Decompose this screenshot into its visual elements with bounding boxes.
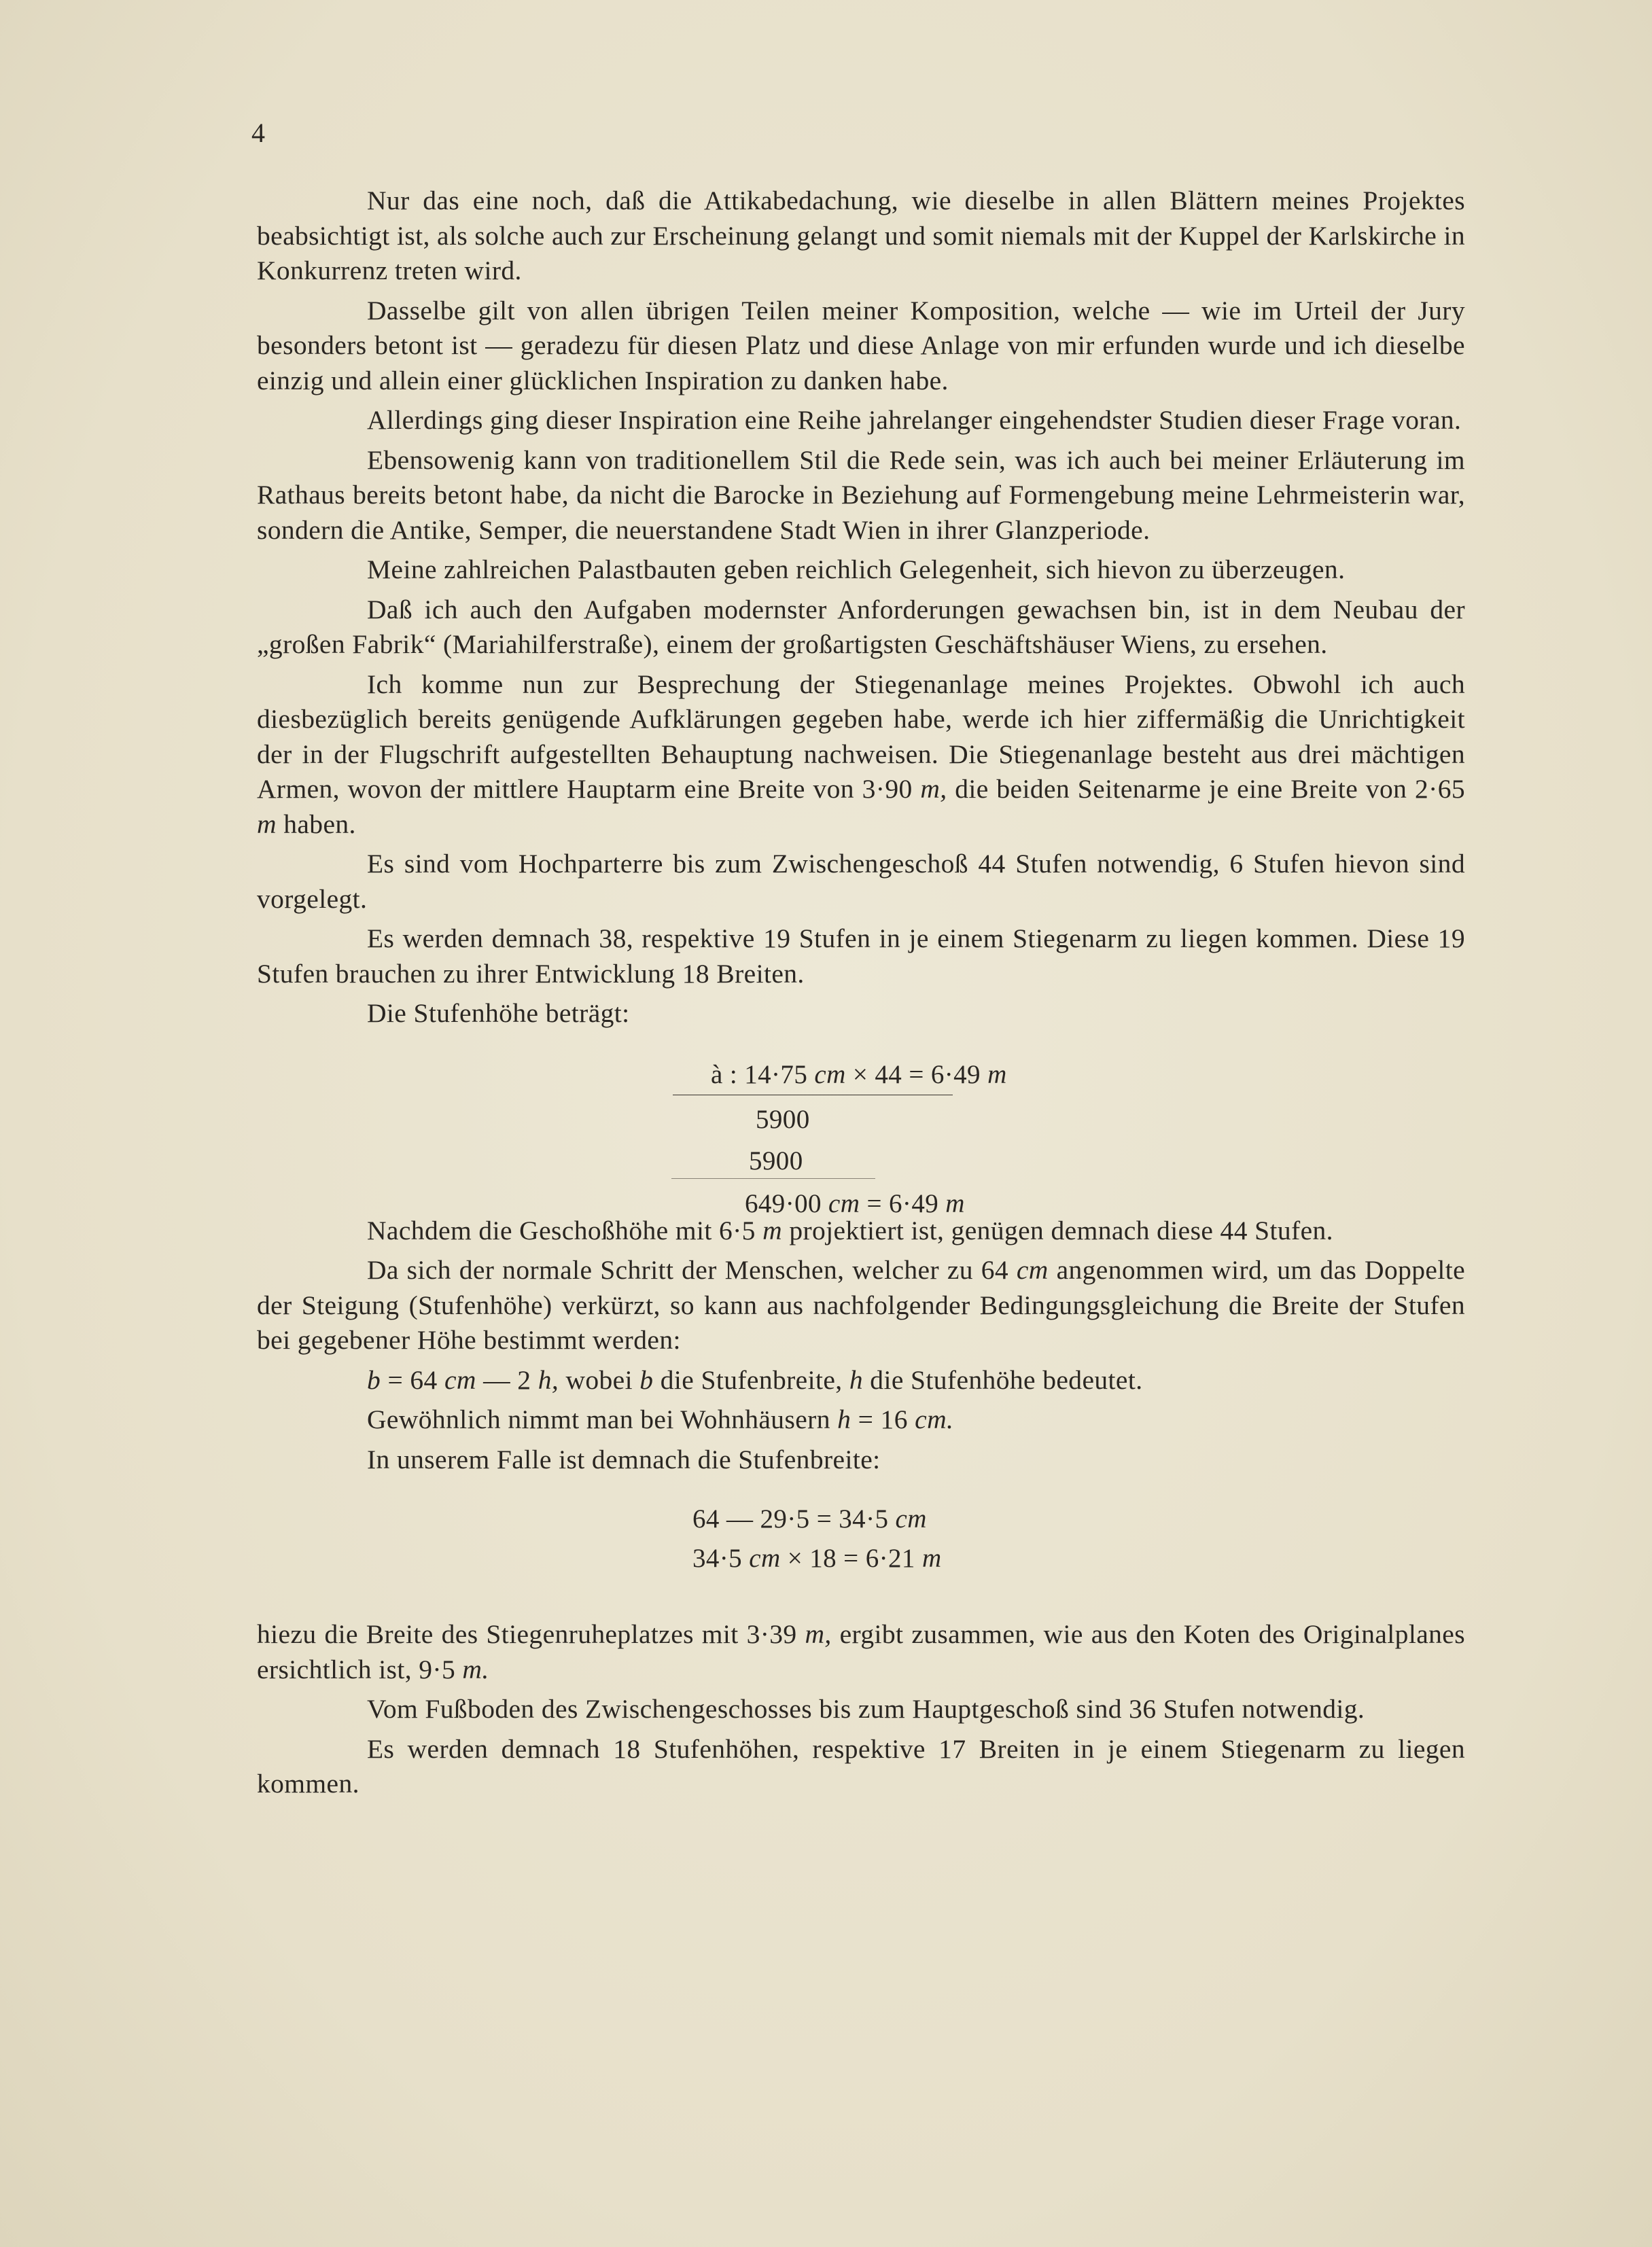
p13-text-d: wobei (565, 1364, 633, 1395)
unit-m: m (257, 809, 277, 839)
paragraph-7 (257, 667, 1465, 843)
page-number: 4 (251, 118, 265, 148)
formula2-line2-text-a: 34·5 (692, 1544, 743, 1573)
unit-m: m. (462, 1654, 489, 1684)
symbol-b: b (639, 1364, 654, 1395)
symbol-h: h (849, 1364, 864, 1395)
formula-row-a: 5900 (756, 1104, 810, 1134)
paragraph-15: In unserem Falle ist demnach die Stufenbreite: (367, 1444, 881, 1474)
paragraph-5: Meine zahlreichen Palastbauten geben reichlich Gelegenheit, sich hievon zu überzeugen. (367, 554, 1346, 584)
unit-m: m, (920, 774, 947, 804)
formula-rule (671, 1178, 875, 1179)
unit-cm: cm (1016, 1255, 1049, 1285)
formula-result-value: 649·00 (745, 1188, 822, 1218)
formula-lead: à : 14·75 (711, 1059, 808, 1089)
formula-times: × 44 = 6·49 (852, 1059, 981, 1089)
formula-row-b: 5900 (749, 1146, 803, 1175)
symbol-h: h, (538, 1364, 559, 1395)
formula-main-line (711, 1057, 1007, 1093)
unit-cm: cm (895, 1504, 927, 1534)
paragraph-12 (257, 1253, 1465, 1358)
formula-step-width (257, 1502, 1465, 1590)
unit-cm: cm (828, 1188, 860, 1218)
unit-cm: cm. (915, 1404, 954, 1434)
p11-text-b: projektiert ist, genügen demnach diese 44 Stufen. (789, 1215, 1333, 1245)
symbol-h: h (837, 1404, 851, 1434)
formula2-line-2 (692, 1541, 942, 1576)
p14-text-b: = 16 (858, 1404, 908, 1434)
unit-m: m (945, 1188, 965, 1218)
p13-text-f: die Stufenhöhe bedeutet. (870, 1364, 1143, 1395)
unit-m: m, (805, 1619, 832, 1649)
p12-text-a: Da sich der normale Schritt der Menschen, welcher zu 64 (367, 1255, 1009, 1285)
paragraph-13 (257, 1363, 1465, 1398)
paragraph-14 (257, 1402, 1465, 1438)
p7-text-c: haben. (283, 809, 356, 839)
unit-cm: cm (749, 1544, 781, 1573)
p16-text-a: hiezu die Breite des Stiegenruheplatzes mit 3·39 (257, 1619, 797, 1649)
paragraph-10: Die Stufenhöhe beträgt: (367, 998, 630, 1028)
paragraph-2: Dasselbe gilt von allen übrigen Teilen meiner Komposition, welche — wie im Urteil der Jury besonders betont ist — geradezu für diesen Platz und diese Anlage von mir erfunden wurde und ich dieselbe einzig und allein einer glücklichen Inspiration zu danken habe. (257, 295, 1465, 395)
formula2-line1-text: 64 — 29·5 = 34·5 (692, 1504, 889, 1534)
symbol-b: b (367, 1364, 381, 1395)
paragraph-9: Es werden demnach 38, respektive 19 Stufen in je einem Stiegenarm zu liegen kommen. Diese 19 Stufen brauchen zu ihrer Entwicklung 18 Breiten. (257, 923, 1465, 989)
paragraph-8: Es sind vom Hochparterre bis zum Zwischengeschoß 44 Stufen notwendig, 6 Stufen hievon sind vorgelegt. (257, 849, 1465, 914)
paragraph-3: Allerdings ging dieser Inspiration eine Reihe jahrelanger eingehendster Studien dieser Frage voran. (367, 405, 1462, 435)
unit-m: m (987, 1059, 1007, 1089)
formula-result-eq: = 6·49 (866, 1188, 939, 1218)
p13-text-c: — 2 (483, 1364, 531, 1395)
paragraph-17: Vom Fußboden des Zwischengeschosses bis zum Hauptgeschoß sind 36 Stufen notwendig. (367, 1694, 1365, 1724)
p7-text-b: die beiden Seitenarme je eine Breite von 2·65 (955, 774, 1466, 804)
p16-text-b: ergibt zusammen, wie aus den Koten des Originalplanes ersichtlich ist, 9·5 (257, 1619, 1465, 1684)
paragraph-18: Es werden demnach 18 Stufenhöhen, respektive 17 Breiten in je einem Stiegenarm zu liegen kommen. (257, 1733, 1465, 1799)
formula2-line-1 (692, 1502, 927, 1537)
formula-result (745, 1186, 965, 1222)
unit-cm: cm (444, 1364, 476, 1395)
p13-text-e: die Stufenbreite, (660, 1364, 843, 1395)
p11-text-a: Nachdem die Geschoßhöhe mit 6·5 (367, 1215, 756, 1245)
p12-text-b: angenommen wird, um das Doppelte der Steigung (Stufenhöhe) verkürzt, so kann aus nachfolgender Bedingungsgleichung die Breite der Stufen bei gegebener Höhe bestimmt werden: (257, 1255, 1466, 1355)
formula-step-height (257, 1057, 1465, 1218)
paragraph-4: Ebensowenig kann von traditionellem Stil die Rede sein, was ich auch bei meiner Erläuterung im Rathaus bereits betont habe, da nicht die Barocke in Beziehung auf Formengebung meine Lehrmeisterin war, sondern die Antike, Semper, die neuerstandene Stadt Wien in ihrer Glanzperiode. (257, 444, 1465, 545)
unit-m: m (762, 1215, 783, 1245)
unit-m: m (921, 1544, 942, 1573)
paragraph-1: Nur das eine noch, daß die Attikabedachung, wie dieselbe in allen Blättern meines Projektes beabsichtigt ist, als solche auch zur Erscheinung gelangt und somit niemals mit der Kuppel der Karlskirche in Konkurrenz treten wird. (257, 185, 1465, 285)
p13-text-a: = 64 (387, 1364, 438, 1395)
p7-text-a: Ich komme nun zur Besprechung der Stiegenanlage meines Projektes. Obwohl ich auch diesbezüglich bereits genügende Aufklärungen gegeben habe, werde ich hier ziffermäßig die Unrichtigkeit der in der Flugschrift aufgestellten Behauptung nachweisen. Die Stiegenanlage besteht aus drei mächtigen Armen, wovon der mittlere Hauptarm eine Breite von 3·90 (257, 669, 1465, 804)
body-text (257, 183, 1465, 1807)
unit-cm: cm (814, 1059, 846, 1089)
p14-text-a: Gewöhnlich nimmt man bei Wohnhäusern (367, 1404, 830, 1434)
paragraph-6: Daß ich auch den Aufgaben modernster Anforderungen gewachsen bin, ist in dem Neubau der „großen Fabrik“ (Mariahilferstraße), einem der großartigsten Geschäftshäuser Wiens, zu ersehen. (257, 594, 1465, 659)
formula2-line2-text-b: × 18 = 6·21 (787, 1544, 915, 1573)
paragraph-16 (257, 1617, 1465, 1687)
